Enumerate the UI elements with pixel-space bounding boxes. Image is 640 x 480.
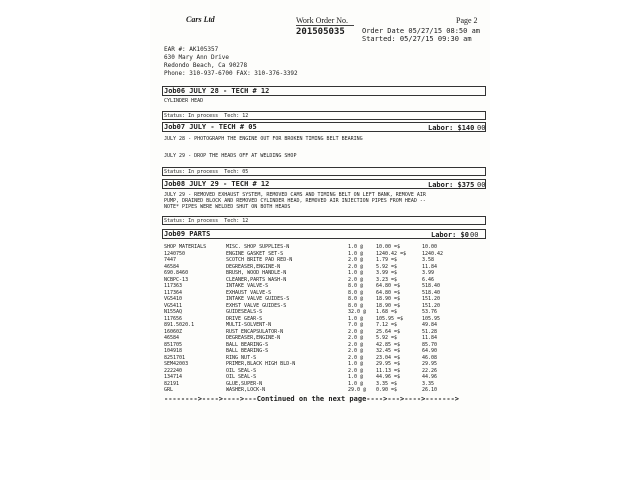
job08-note-1: JULY 29 - REMOVED EXHAUST SYSTEM, REMOVED CAMS AND TIMING BELT ON LEFT BANK, REMOVE AIR — [164, 192, 426, 198]
part-description: BALL BEARING-S — [226, 341, 269, 348]
parts-row — [164, 303, 454, 309]
part-quantity: 1.0 @ — [348, 244, 364, 250]
job08-title: Job08 JULY 29 - TECH # 12 — [164, 180, 270, 188]
part-description: EXHST VALVE GUIDES-S — [226, 302, 287, 309]
parts-row — [164, 335, 454, 341]
part-unit-price: 29.95 =$ — [376, 361, 401, 367]
part-quantity: 1.0 @ — [348, 270, 364, 276]
work-order-label: Work Order No. — [296, 16, 349, 25]
job07-labor: Labor: $140 — [428, 124, 475, 132]
part-total: 46.08 — [422, 354, 438, 361]
part-quantity: 1.0 @ — [348, 361, 364, 367]
parts-row — [164, 374, 454, 380]
part-total: 1240.42 — [422, 250, 444, 257]
part-unit-price: 25.64 =$ — [376, 328, 401, 335]
work-order-page — [150, 0, 490, 480]
part-code: 134714 — [164, 374, 183, 380]
part-description: WASHER,LOCK-N — [226, 387, 266, 393]
part-quantity: 2.0 @ — [348, 276, 364, 283]
job09-title: Job09 PARTS — [164, 230, 211, 238]
part-quantity: 1.0 @ — [348, 315, 364, 322]
parts-table — [150, 0, 490, 480]
part-unit-price: 1240.42 =$ — [376, 250, 407, 257]
part-total: 22.26 — [422, 367, 438, 374]
part-total: 518.40 — [422, 283, 441, 289]
part-description: MISC. SHOP SUPPLIES-N — [226, 244, 290, 250]
part-total: 51.28 — [422, 328, 438, 335]
job08-labor-cents: 00 — [477, 181, 486, 189]
part-total: 105.95 — [422, 315, 441, 322]
part-code: 104918 — [164, 348, 183, 354]
part-quantity: 32.0 @ — [348, 309, 367, 315]
part-code: 8251701 — [164, 354, 186, 361]
part-total: 3.99 — [422, 270, 435, 276]
part-unit-price: 1.68 =$ — [376, 309, 398, 315]
part-description: GUIDESEALS-S — [226, 309, 263, 315]
part-description: INTAKE VALVE-S — [226, 283, 269, 289]
job07-status: Status: In process Tech: 05 — [164, 169, 249, 175]
part-description: OIL SEAL-S — [226, 367, 257, 374]
part-quantity: 8.0 @ — [348, 296, 364, 302]
part-code: GRL — [164, 387, 174, 393]
part-code: 82191 — [164, 380, 180, 387]
ear-number: EAR #: AK105357 — [164, 46, 219, 53]
continued-note: -------->---->---->---Continued on the next page---->--->---->-------> — [164, 395, 460, 403]
job08-labor: Labor: $375 — [428, 181, 475, 189]
parts-row — [164, 251, 454, 257]
job07-title: Job07 JULY - TECH # 05 — [164, 123, 257, 131]
part-quantity: 1.0 @ — [348, 374, 364, 380]
part-quantity: 8.0 @ — [348, 302, 364, 309]
part-unit-price: 0.90 =$ — [376, 387, 398, 393]
part-code: 1240750 — [164, 250, 186, 257]
part-quantity: 2.0 @ — [348, 341, 364, 348]
part-unit-price: 7.12 =$ — [376, 322, 398, 328]
parts-row — [164, 257, 454, 263]
part-quantity: 2.0 @ — [348, 263, 364, 270]
part-code: NCBPC-13 — [164, 276, 189, 283]
part-quantity: 2.0 @ — [348, 335, 364, 341]
part-quantity: 7.0 @ — [348, 322, 364, 328]
part-quantity: 2.0 @ — [348, 354, 364, 361]
part-description: SCOTCH BRITE PAD RED-N — [226, 257, 293, 263]
job06-status: Status: In process Tech: 12 — [164, 113, 249, 119]
parts-row — [164, 264, 454, 270]
page-number: Page 2 — [456, 16, 478, 25]
parts-row — [164, 322, 454, 328]
part-total: 3.35 — [422, 380, 435, 387]
part-total: 151.20 — [422, 302, 441, 309]
part-unit-price: 42.85 =$ — [376, 341, 401, 348]
started-date: Started: 05/27/15 09:30 am — [362, 35, 472, 43]
part-quantity: 2.0 @ — [348, 257, 364, 263]
part-description: GLUE,SUPER-N — [226, 380, 263, 387]
part-quantity: 1.0 @ — [348, 380, 364, 387]
part-code: 117364 — [164, 289, 183, 296]
part-code: 891.5020.1 — [164, 322, 195, 328]
part-quantity: 8.0 @ — [348, 289, 364, 296]
part-description: BRUSH, WOOD HANDLE-N — [226, 270, 287, 276]
part-unit-price: 32.45 =$ — [376, 348, 401, 354]
part-quantity: 29.0 @ — [348, 387, 367, 393]
address-city: Redondo Beach, Ca 90278 — [164, 62, 248, 69]
part-total: 10.00 — [422, 244, 438, 250]
part-code: 117363 — [164, 283, 183, 289]
part-total: 3.58 — [422, 257, 435, 263]
part-total: 11.84 — [422, 263, 438, 270]
part-total: 26.10 — [422, 387, 438, 393]
part-description: INTAKE VALVE GUIDES-S — [226, 296, 290, 302]
part-quantity: 2.0 @ — [348, 328, 364, 335]
parts-row — [164, 387, 454, 393]
part-unit-price: 10.00 =$ — [376, 244, 401, 250]
parts-row — [164, 381, 454, 387]
part-description: RUST ENCAPSULATOR-N — [226, 328, 284, 335]
part-total: 44.96 — [422, 374, 438, 380]
part-total: 151.20 — [422, 296, 441, 302]
part-total: 6.46 — [422, 276, 435, 283]
part-unit-price: 44.96 =$ — [376, 374, 401, 380]
address-street: 630 Mary Ann Drive — [164, 54, 230, 61]
part-unit-price: 105.95 =$ — [376, 315, 404, 322]
company-name: Cars Ltd — [186, 15, 215, 24]
part-code: 46584 — [164, 263, 180, 270]
phone-fax: Phone: 310-937-6700 FAX: 310-376-3392 — [164, 70, 298, 77]
part-total: 49.84 — [422, 322, 438, 328]
part-total: 29.95 — [422, 361, 438, 367]
part-code: 851705 — [164, 341, 183, 348]
part-total: 64.90 — [422, 348, 438, 354]
part-description: MULTI-SOLVENT-N — [226, 322, 272, 328]
part-unit-price: 3.99 =$ — [376, 270, 398, 276]
part-description: CLEANER,PARTS WASH-N — [226, 276, 287, 283]
part-unit-price: 18.90 =$ — [376, 296, 401, 302]
parts-row — [164, 290, 454, 296]
parts-row — [164, 309, 454, 315]
parts-row — [164, 368, 454, 374]
order-date: Order Date 05/27/15 08:50 am — [362, 27, 481, 35]
parts-row — [164, 342, 454, 348]
part-total: 518.40 — [422, 289, 441, 296]
part-code: 7447 — [164, 257, 177, 263]
parts-row — [164, 277, 454, 283]
part-description: PRIMER,BLACK HIGH BLD-N — [226, 361, 296, 367]
parts-row — [164, 270, 454, 276]
parts-row — [164, 316, 454, 322]
part-code: 117656 — [164, 315, 183, 322]
part-description: OIL SEAL-S — [226, 374, 257, 380]
part-description: DEGREASER,ENGINE-N — [226, 263, 281, 270]
part-unit-price: 5.92 =$ — [376, 263, 398, 270]
part-code: 46584 — [164, 335, 180, 341]
job07-note-1: JULY 28 - PHOTOGRAPH THE ENGINE OUT FOR BROKEN TIMING BELT BEARING — [164, 136, 363, 142]
job09-labor: Labor: $0 — [431, 231, 469, 239]
part-code: SHOP MATERIALS — [164, 244, 207, 250]
part-code: 16060Z — [164, 328, 183, 335]
parts-row — [164, 355, 454, 361]
part-quantity: 2.0 @ — [348, 348, 364, 354]
part-total: 85.70 — [422, 341, 438, 348]
part-quantity: 1.0 @ — [348, 250, 364, 257]
part-code: 690.8460 — [164, 270, 189, 276]
part-code: N155AQ — [164, 309, 183, 315]
part-unit-price: 23.04 =$ — [376, 354, 401, 361]
parts-row — [164, 296, 454, 302]
part-unit-price: 1.79 =$ — [376, 257, 398, 263]
job06-title: Job06 JULY 28 - TECH # 12 — [164, 87, 270, 95]
part-unit-price: 11.13 =$ — [376, 367, 401, 374]
work-order-number: 201505035 — [296, 27, 345, 37]
part-description: RING NUT-S — [226, 354, 257, 361]
part-quantity: 8.0 @ — [348, 283, 364, 289]
parts-row — [164, 329, 454, 335]
part-code: VG5410 — [164, 296, 183, 302]
part-description: DRIVE GEAR-S — [226, 315, 263, 322]
job08-status: Status: In process Tech: 12 — [164, 218, 249, 224]
part-unit-price: 5.92 =$ — [376, 335, 398, 341]
job06-subtitle: CYLINDER HEAD — [164, 98, 204, 104]
part-code: VG5411 — [164, 302, 183, 309]
parts-row — [164, 348, 454, 354]
part-code: 222240 — [164, 367, 183, 374]
part-description: ENGINE GASKET SET-S — [226, 250, 284, 257]
part-unit-price: 3.35 =$ — [376, 380, 398, 387]
part-unit-price: 64.80 =$ — [376, 283, 401, 289]
part-unit-price: 3.23 =$ — [376, 276, 398, 283]
part-total: 53.76 — [422, 309, 438, 315]
part-unit-price: 64.80 =$ — [376, 289, 401, 296]
job07-labor-cents: 00 — [477, 124, 486, 132]
job09-labor-cents: 00 — [470, 231, 479, 239]
job08-note-2: PUMP, DRAINED BLOCK AND REMOVED CYLINDER HEAD, REMOVED AIR INJECTION PIPES FROM HEAD -- — [164, 198, 426, 204]
parts-row — [164, 283, 454, 289]
job07-note-2: JULY 29 - DROP THE HEADS OFF AT WELDING SHOP — [164, 153, 297, 159]
part-unit-price: 18.90 =$ — [376, 302, 401, 309]
parts-row — [164, 361, 454, 367]
part-description: BALL BEARING-S — [226, 348, 269, 354]
part-code: SEM42003 — [164, 361, 189, 367]
part-description: EXHAUST VALVE-S — [226, 289, 272, 296]
part-total: 11.84 — [422, 335, 438, 341]
parts-row — [164, 244, 454, 250]
part-quantity: 2.0 @ — [348, 367, 364, 374]
job08-note-3: NOTE* PIPES WERE WELDED SHUT ON BOTH HEADS — [164, 204, 291, 210]
part-description: DEGREASER,ENGINE-N — [226, 335, 281, 341]
